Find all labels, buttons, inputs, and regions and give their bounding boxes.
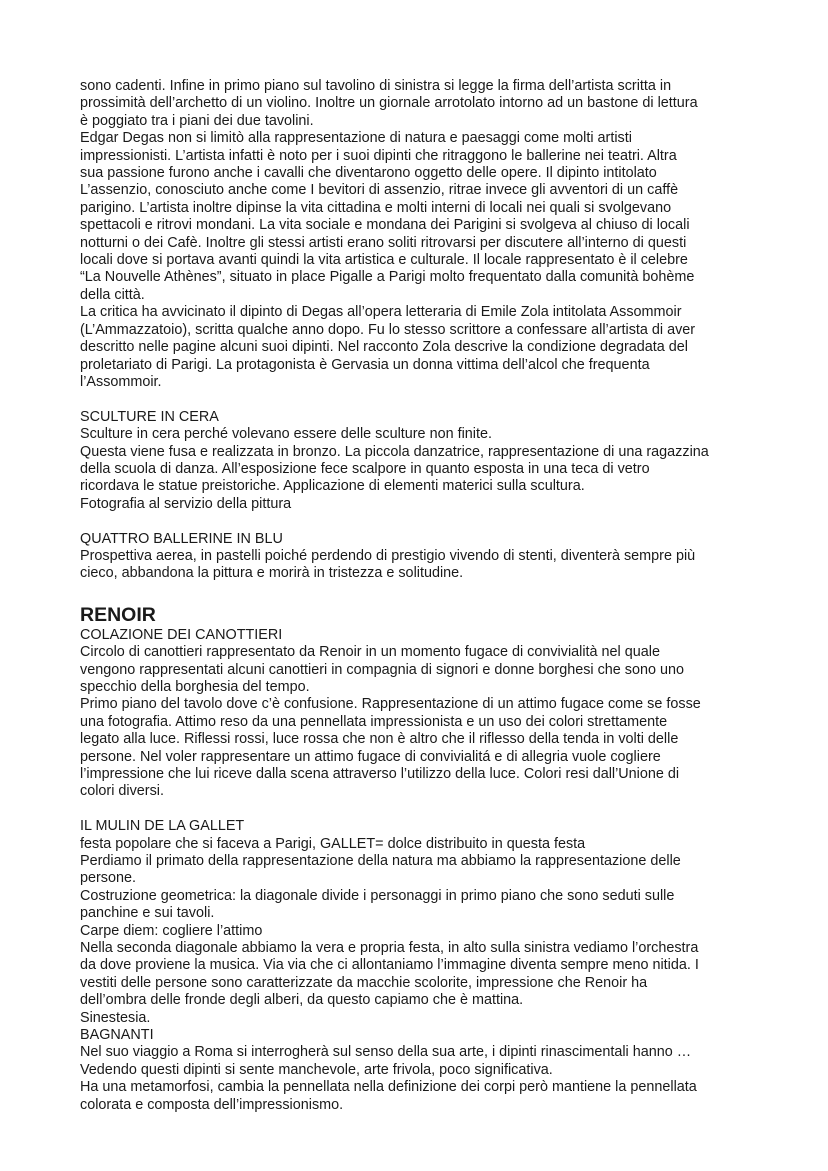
mulin-paragraph-1: festa popolare che si faceva a Parigi, GALLET= dolce distribuito in questa festa: [80, 835, 586, 852]
bagnanti-paragraph-1: Nel suo viaggio a Roma si interrogherà sul senso della sua arte, i dipinti rinascimentali hanno … Vedendo questi dipinti si sente manchevole, arte frivola, poco significativa.: [80, 1044, 692, 1078]
bagnanti-paragraph-2: Ha una metamorfosi, cambia la pennellata nella definizione dei corpi però mantiene la pennellata colorata e composta dell’impressionismo.: [80, 1079, 697, 1113]
section-title-ballerine: QUATTRO BALLERINE IN BLU: [80, 530, 283, 547]
colazione-paragraph-2: Primo piano del tavolo dove c’è confusione. Rappresentazione di un attimo fugace come se fosse una fotografia. Attimo reso da una pennellata impressionista e un uso dei colori strettamente legato alla luce. Riflessi rossi, luce rossa che non è altro che il riflesso della tenda in volti delle persone. Nel voler rappresentare un attimo fugace di convivialitá e di allegria vuole cogliere l’impressione che lui riceve dalla scena attraverso l’utilizzo della luce. Colori resi dall’Unione di colori diversi.: [80, 696, 701, 800]
section-title-bagnanti: BAGNANTI: [80, 1027, 154, 1044]
section-title-mulin: IL MULIN DE LA GALLET: [80, 818, 245, 835]
colazione-paragraph-1: Circolo di canottieri rappresentato da Renoir in un momento fugace di convivialità nel quale vengono rappresentati alcuni canottieri in compagnia di signori e donne borghesi che sono uno specchio della borghesia del tempo.: [80, 644, 685, 695]
mulin-paragraph-4: Carpe diem: cogliere l’attimo: [80, 922, 263, 939]
section-title-colazione: COLAZIONE DEI CANOTTIERI: [80, 626, 283, 643]
degas-paragraph-signature: sono cadenti. Infine in primo piano sul tavolino di sinistra si legge la firma dell’artista scritta in prossimità dell’archetto di un violino. Inoltre un giornale arrotolato intorno ad un bastone di lettura è poggiato tra i piani dei due tavolini.: [80, 78, 698, 129]
document-body: [80, 78, 760, 1114]
mulin-paragraph-5: Nella seconda diagonale abbiamo la vera e propria festa, in alto sulla sinistra vediamo l’orchestra da dove proviene la musica. Via via che ci allontaniamo l’immagine diventa sempre meno nitida. I vestiti delle persone sono caratterizzate da macchie scolorite, impressione che Renoir ha dell’ombra delle fronde degli alberi, da questo capiamo che è mattina.: [80, 940, 699, 1009]
heading-renoir: RENOIR: [80, 603, 156, 626]
section-title-sculture: SCULTURE IN CERA: [80, 408, 219, 425]
degas-paragraph-subjects: Edgar Degas non si limitò alla rappresentazione di natura e paesaggi come molti artisti impressionisti. L’artista infatti è noto per i suoi dipinti che ritraggono le ballerine nei teatri. Altra sua passione furono anche i cavalli che diventarono oggetto delle opere. Il dipinto intitolato L’assenzio, conosciuto anche come I bevitori di assenzio, ritrae invece gli avventori di un caffè parigino. L’artista inoltre dipinse la vita cittadina e molti interni di locali nei quali si svolgevano spettacoli e ritrovi mondani. La vita sociale e mondana dei Parigini si svolgeva al chiuso di locali notturni o dei Cafè. Inoltre gli stessi artisti erano soliti ritrovarsi per discutere all’interno di questi locali dove si portava avanti quindi la vita artistica e culturale. Il locale rappresentato è il celebre “La Nouvelle Athènes”, situato in place Pigalle a Parigi molto frequentato dalla comunità bohème della città.: [80, 130, 695, 303]
degas-paragraph-zola: La critica ha avvicinato il dipinto di Degas all’opera letteraria di Emile Zola intitolata Assommoir (L’Ammazzatoio), scritta qualche anno dopo. Fu lo stesso scrittore a confessare all’artista di aver descritto nelle pagine alcuni suoi dipinti. Nel racconto Zola descrive la condizione degradata del proletariato di Parigi. La protagonista è Gervasia un donna vittima dell’alcol che frequenta l’Assommoir.: [80, 304, 696, 390]
ballerine-body: Prospettiva aerea, in pastelli poiché perdendo di prestigio vivendo di stenti, diventerà sempre più cieco, abbandona la pittura e morirà in tristezza e solitudine.: [80, 547, 696, 582]
mulin-paragraph-2: Perdiamo il primato della rappresentazione della natura ma abbiamo la rappresentazione delle persone.: [80, 853, 681, 887]
mulin-paragraph-3: Costruzione geometrica: la diagonale divide i personaggi in primo piano che sono seduti sulle panchine e sui tavoli.: [80, 887, 675, 922]
mulin-paragraph-6: Sinestesia.: [80, 1009, 151, 1026]
sculture-body: Sculture in cera perché volevano essere delle sculture non finite. Questa viene fusa e realizzata in bronzo. La piccola danzatrice, rappresentazione di una ragazzina della scuola di danza. All’esposizione fece scalpore in quanto esposta in una teca di vetro ricordava le statue preistoriche. Applicazione di elementi materici sulla scultura. Fotografia al servizio della pittura: [80, 426, 709, 512]
